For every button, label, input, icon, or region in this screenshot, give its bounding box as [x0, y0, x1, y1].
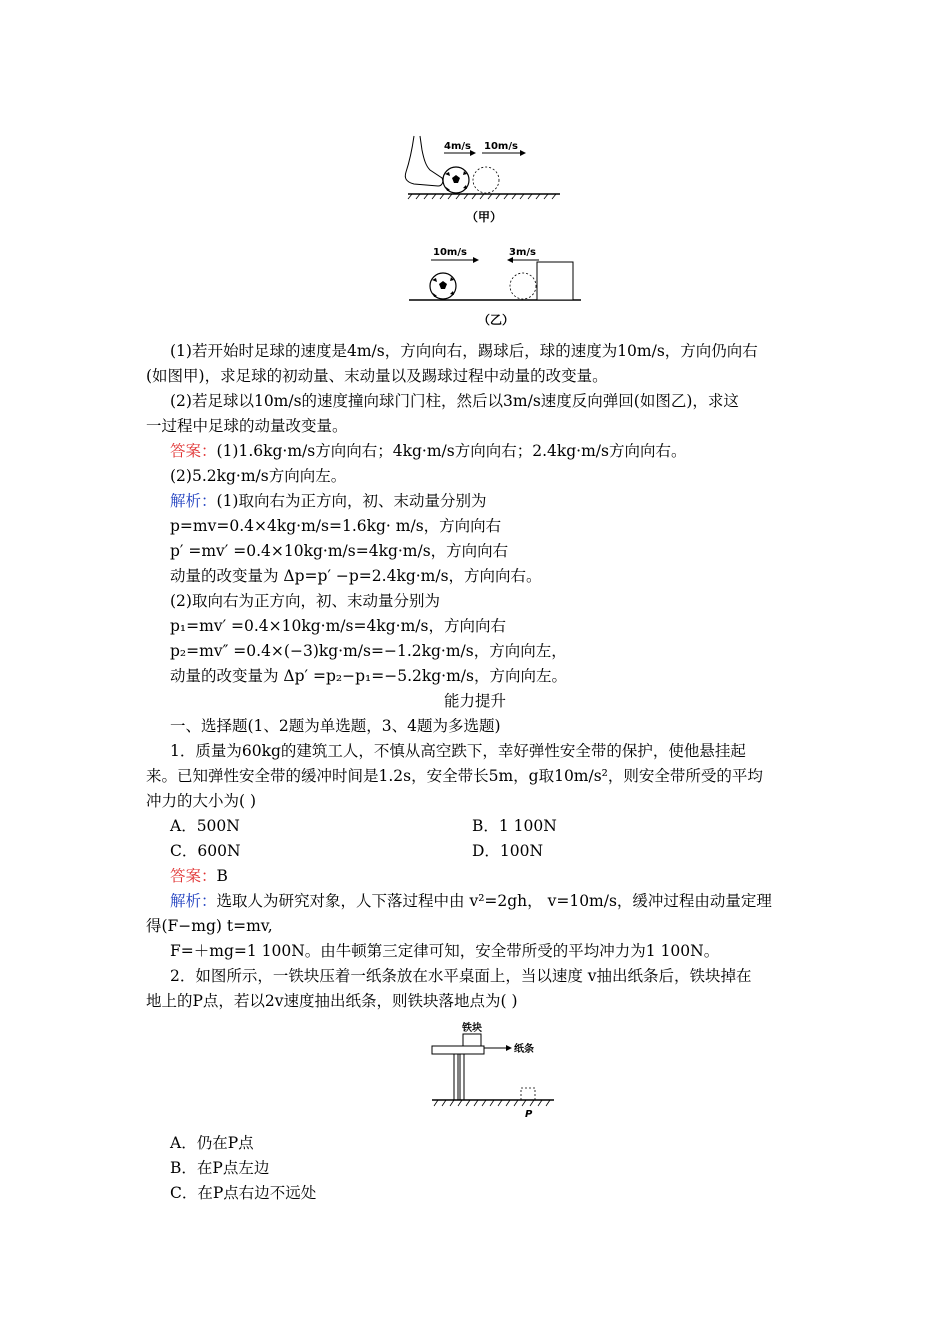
solution-line-6: p₂=mv″ =0.4×(−3)kg·m/s=−1.2kg·m/s，方向向左，	[170, 642, 567, 660]
analysis-row-1	[170, 490, 486, 512]
block-label: 铁块	[462, 1023, 482, 1034]
problem1-line3: 冲力的大小为( )	[146, 792, 257, 810]
solution-line-1: p=mv=0.4×4kg·m/s=1.6kg· m/s，方向向右	[170, 517, 502, 535]
answer-label: 答案：	[170, 442, 217, 460]
problem1-answer-row	[170, 865, 228, 887]
figure-jia-caption: （甲）	[466, 210, 503, 224]
answer-2: (2)5.2kg·m/s方向向左。	[170, 467, 347, 485]
analysis-label: 解析：	[170, 492, 217, 510]
problem1-answer: B	[216, 867, 228, 885]
q2-line2: 一过程中足球的动量改变量。	[146, 417, 348, 435]
problem2-line2: 地上的P点，若以2v速度抽出纸条，则铁块落地点为( )	[146, 992, 518, 1010]
q1-line2: (如图甲)，求足球的初动量、末动量以及踢球过程中动量的改变量。	[146, 367, 608, 385]
q1-line1: (1)若开始时足球的速度是4m/s，方向向右，踢球后，球的速度为10m/s，方向仍向右	[170, 342, 758, 360]
figure-yi	[405, 240, 585, 310]
solution-line-4: (2)取向右为正方向，初、末动量分别为	[170, 592, 440, 610]
answer-1: (1)1.6kg·m/s方向向右；4kg·m/s方向向右；2.4kg·m/s方向向右。	[216, 442, 687, 460]
figure-jia	[400, 130, 560, 220]
jia-v1-label: 4m/s	[444, 141, 471, 152]
analysis-1: (1)取向右为正方向，初、末动量分别为	[216, 492, 487, 510]
problem2-option-b: B．在P点左边	[170, 1159, 270, 1177]
yi-v1-label: 10m/s	[433, 247, 467, 258]
problem1-analysis-row	[170, 890, 772, 912]
solution-line-7: 动量的改变量为 Δp′ =p₂−p₁=−5.2kg·m/s，方向向左。	[170, 667, 567, 685]
problem1-line1: 1．质量为60kg的建筑工人，不慎从高空跌下，幸好弹性安全带的保护，使他悬挂起	[170, 742, 746, 760]
problem1-answer-label: 答案：	[170, 867, 217, 885]
problem2-line1: 2．如图所示，一铁块压着一纸条放在水平桌面上，当以速度 v抽出纸条后，铁块掉在	[170, 967, 752, 985]
point-p-label: P	[525, 1109, 533, 1120]
section-title: 能力提升	[443, 692, 506, 710]
solution-line-3: 动量的改变量为 Δp=p′ −p=2.4kg·m/s，方向向右。	[170, 567, 542, 585]
problem1-option-b: B．1 100N	[472, 817, 557, 835]
solution-line-5: p₁=mv′ =0.4×10kg·m/s=4kg·m/s，方向向右	[170, 617, 506, 635]
q2-line1: (2)若足球以10m/s的速度撞向球门门柱，然后以3m/s速度反向弹回(如图乙)，求这	[170, 392, 739, 410]
problem2-option-a: A．仍在P点	[170, 1134, 254, 1152]
problem1-analysis-1: 选取人为研究对象，人下落过程中由 v²=2gh， v=10m/s，缓冲过程由动量定理	[216, 892, 772, 910]
figure-table	[428, 1020, 558, 1120]
problem1-option-d: D．100N	[472, 842, 544, 860]
problem1-line2: 来。已知弹性安全带的缓冲时间是1.2s，安全带长5m，g取10m/s²，则安全带所受的平均	[146, 767, 763, 785]
section-subtitle: 一、选择题(1、2题为单选题，3、4题为多选题)	[170, 717, 501, 735]
answer-row-1	[170, 440, 686, 462]
problem1-option-c: C．600N	[170, 842, 241, 860]
problem1-analysis-3: F=＋mg=1 100N。由牛顿第三定律可知，安全带所受的平均冲力为1 100N。	[170, 942, 720, 960]
problem1-analysis-label: 解析：	[170, 892, 217, 910]
strip-label: 纸条	[514, 1044, 534, 1055]
jia-v2-label: 10m/s	[484, 141, 518, 152]
yi-v2-label: 3m/s	[509, 247, 536, 258]
problem2-option-c: C．在P点右边不远处	[170, 1184, 317, 1202]
figure-yi-caption: （乙）	[478, 313, 515, 327]
problem1-option-a: A．500N	[170, 817, 240, 835]
problem1-analysis-2: 得(F−mg) t=mv,	[146, 917, 273, 935]
solution-line-2: p′ =mv′ =0.4×10kg·m/s=4kg·m/s，方向向右	[170, 542, 509, 560]
